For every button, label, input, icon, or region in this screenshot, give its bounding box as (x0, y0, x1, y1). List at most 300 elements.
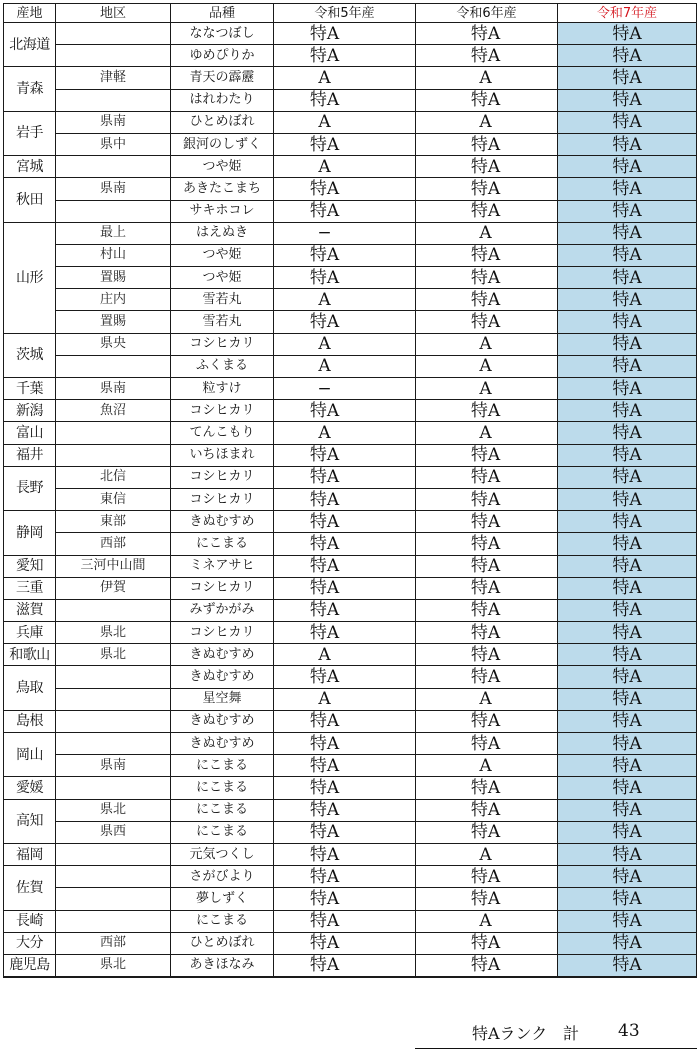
rank-r6-cell (416, 222, 558, 244)
rank-r5-cell (274, 843, 416, 865)
rank-r6-cell (416, 910, 558, 932)
rank-r6-cell (416, 932, 558, 954)
rank-r6-cell-value: 特A (470, 777, 501, 798)
rank-r7-cell: 特A (558, 622, 697, 644)
variety-cell: 銀河のしずく (171, 133, 274, 155)
rank-r7-cell: 特A (558, 710, 697, 732)
rank-r6-cell (416, 133, 558, 155)
area-cell (56, 355, 171, 377)
rank-r6-cell (416, 688, 558, 710)
variety-cell: はえぬき (171, 222, 274, 244)
area-cell: 県西 (56, 821, 171, 843)
table-row (4, 866, 697, 888)
rank-r6-cell-value: 特A (470, 467, 501, 488)
rank-r6-cell-value: 特A (470, 933, 501, 954)
rank-r5-cell (274, 45, 416, 67)
prefecture-cell: 愛知 (4, 555, 56, 577)
rank-r5-cell-value: 特A (309, 245, 340, 266)
rank-r6-cell-value: 特A (470, 533, 501, 554)
rank-r5-cell-value: 特A (309, 933, 340, 954)
rank-r7-cell: 特A (558, 888, 697, 910)
rank-r5-cell-value: 特A (309, 667, 340, 688)
area-cell (56, 733, 171, 755)
rank-r5-cell (274, 333, 416, 355)
rank-r5-cell (274, 378, 416, 400)
rank-r5-cell-value: A (318, 644, 331, 665)
table-row (4, 555, 697, 577)
variety-cell: いちほまれ (171, 444, 274, 466)
rank-r7-cell: 特A (558, 511, 697, 533)
area-cell: 県南 (56, 178, 171, 200)
rank-r5-cell-value: 特A (309, 866, 340, 887)
rank-r6-cell-value: 特A (470, 400, 501, 421)
area-cell: 津軽 (56, 67, 171, 89)
rank-r6-cell-value: 特A (470, 134, 501, 155)
prefecture-cell: 静岡 (4, 511, 56, 555)
rank-r5-cell-value: 特A (309, 134, 340, 155)
rank-r5-cell (274, 400, 416, 422)
variety-cell: 夢しずく (171, 888, 274, 910)
rank-r6-cell (416, 954, 558, 977)
rank-r5-cell (274, 200, 416, 222)
variety-cell: あきたこまち (171, 178, 274, 200)
total-count: 43 (618, 1021, 640, 1041)
rank-r6-cell (416, 866, 558, 888)
rank-r5-cell-value: − (317, 378, 332, 399)
rank-r6-cell (416, 378, 558, 400)
variety-cell: コシヒカリ (171, 333, 274, 355)
rank-r5-cell (274, 23, 416, 45)
rank-r7-cell: 特A (558, 200, 697, 222)
rank-r7-cell: 特A (558, 843, 697, 865)
rank-r6-cell-value: A (479, 378, 492, 399)
rank-r6-cell (416, 733, 558, 755)
variety-cell: 粒すけ (171, 378, 274, 400)
rank-r5-cell-value: A (318, 334, 331, 355)
rank-r6-cell (416, 355, 558, 377)
rank-r7-cell: 特A (558, 954, 697, 977)
variety-cell: にこまる (171, 777, 274, 799)
prefecture-cell: 青森 (4, 67, 56, 111)
rank-r6-cell (416, 644, 558, 666)
variety-cell: みずかがみ (171, 599, 274, 621)
variety-cell: サキホコレ (171, 200, 274, 222)
rank-r6-cell (416, 710, 558, 732)
rank-r6-cell (416, 843, 558, 865)
header-row (4, 4, 697, 23)
rank-r5-cell-value: 特A (309, 556, 340, 577)
table-row (4, 599, 697, 621)
area-cell: 伊賀 (56, 577, 171, 599)
area-cell (56, 666, 171, 688)
rank-r5-cell (274, 644, 416, 666)
variety-cell: つや姫 (171, 267, 274, 289)
area-cell: 北信 (56, 466, 171, 488)
rank-r5-cell-value: A (318, 289, 331, 310)
rice-ranking-table (3, 3, 697, 978)
variety-cell: にこまる (171, 533, 274, 555)
table-row (4, 178, 697, 200)
variety-cell: にこまる (171, 799, 274, 821)
table-row (4, 644, 697, 666)
rank-r6-cell-value: A (479, 334, 492, 355)
prefecture-cell: 茨城 (4, 333, 56, 377)
area-cell (56, 888, 171, 910)
rank-r6-cell (416, 888, 558, 910)
header-r6: 令和6年産 (416, 4, 558, 23)
rank-r5-cell (274, 932, 416, 954)
variety-cell: ななつぼし (171, 23, 274, 45)
variety-cell: コシヒカリ (171, 577, 274, 599)
rank-r6-cell (416, 755, 558, 777)
area-cell: 置賜 (56, 311, 171, 333)
area-cell (56, 89, 171, 111)
table-row (4, 710, 697, 732)
variety-cell: 元気つくし (171, 843, 274, 865)
rank-r6-cell (416, 666, 558, 688)
prefecture-cell: 宮城 (4, 156, 56, 178)
rank-r7-cell: 特A (558, 355, 697, 377)
rank-r6-cell (416, 89, 558, 111)
table-row (4, 23, 697, 45)
variety-cell: てんこもり (171, 422, 274, 444)
rank-r5-cell-value: 特A (309, 45, 340, 66)
rank-r7-cell: 特A (558, 444, 697, 466)
rank-r5-cell (274, 755, 416, 777)
rank-r5-cell-value: 特A (309, 600, 340, 621)
rank-r5-cell (274, 866, 416, 888)
prefecture-cell: 島根 (4, 710, 56, 732)
variety-cell: あきほなみ (171, 954, 274, 977)
rank-r5-cell-value: 特A (309, 489, 340, 510)
rank-r6-cell (416, 45, 558, 67)
rank-r5-cell-value: 特A (309, 23, 340, 44)
rank-r6-cell (416, 422, 558, 444)
rank-r7-cell: 特A (558, 422, 697, 444)
header-variety: 品種 (171, 4, 274, 23)
variety-cell: つや姫 (171, 244, 274, 266)
rank-r5-cell (274, 799, 416, 821)
table-row (4, 289, 697, 311)
variety-cell: にこまる (171, 910, 274, 932)
rank-r5-cell-value: 特A (309, 578, 340, 599)
variety-cell: つや姫 (171, 156, 274, 178)
rank-r6-cell-value: 特A (470, 245, 501, 266)
area-cell (56, 843, 171, 865)
rank-r6-cell-value: 特A (470, 800, 501, 821)
rank-r7-cell: 特A (558, 910, 697, 932)
rank-r7-cell: 特A (558, 488, 697, 510)
table-row (4, 267, 697, 289)
rank-r6-cell-value: A (479, 844, 492, 865)
header-r5: 令和5年産 (274, 4, 416, 23)
prefecture-cell: 長崎 (4, 910, 56, 932)
variety-cell: ふくまる (171, 355, 274, 377)
rank-r6-cell-value: 特A (470, 622, 501, 643)
variety-cell: さがびより (171, 866, 274, 888)
total-summary (415, 1016, 697, 1049)
variety-cell: コシヒカリ (171, 622, 274, 644)
area-cell: 東部 (56, 511, 171, 533)
rank-r7-cell: 特A (558, 466, 697, 488)
rank-r6-cell (416, 200, 558, 222)
rank-r5-cell (274, 511, 416, 533)
rank-r6-cell-value: 特A (470, 445, 501, 466)
area-cell (56, 688, 171, 710)
rank-r6-cell-value: A (479, 689, 492, 710)
rank-r5-cell-value: 特A (309, 511, 340, 532)
prefecture-cell: 滋賀 (4, 599, 56, 621)
prefecture-cell: 新潟 (4, 400, 56, 422)
prefecture-cell: 高知 (4, 799, 56, 843)
rank-r5-cell (274, 688, 416, 710)
rank-r7-cell: 特A (558, 555, 697, 577)
table-row (4, 466, 697, 488)
rank-r6-cell (416, 821, 558, 843)
rank-r7-cell: 特A (558, 67, 697, 89)
rank-r6-cell-value: 特A (470, 733, 501, 754)
table-row (4, 400, 697, 422)
area-cell: 県北 (56, 799, 171, 821)
rank-r5-cell (274, 777, 416, 799)
variety-cell: きぬむすめ (171, 666, 274, 688)
rank-r5-cell (274, 888, 416, 910)
table-body (4, 23, 697, 978)
rank-r5-cell-value: 特A (309, 312, 340, 333)
rank-r5-cell-value: − (317, 223, 332, 244)
rank-r5-cell-value: 特A (309, 622, 340, 643)
area-cell (56, 444, 171, 466)
area-cell: 県南 (56, 755, 171, 777)
rank-r7-cell: 特A (558, 400, 697, 422)
table-row (4, 666, 697, 688)
area-cell: 県中 (56, 133, 171, 155)
prefecture-cell: 三重 (4, 577, 56, 599)
rank-r5-cell-value: A (318, 689, 331, 710)
rank-r5-cell (274, 555, 416, 577)
rank-r6-cell (416, 622, 558, 644)
rank-r6-cell (416, 444, 558, 466)
rank-r6-cell-value: 特A (470, 90, 501, 111)
variety-cell: 青天の霹靂 (171, 67, 274, 89)
variety-cell: ミネアサヒ (171, 555, 274, 577)
rank-r7-cell: 特A (558, 267, 697, 289)
rank-r7-cell: 特A (558, 378, 697, 400)
area-cell: 県南 (56, 111, 171, 133)
rank-r6-cell-value: 特A (470, 312, 501, 333)
variety-cell: 雪若丸 (171, 311, 274, 333)
variety-cell: コシヒカリ (171, 466, 274, 488)
rank-r7-cell: 特A (558, 821, 697, 843)
area-cell: 村山 (56, 244, 171, 266)
rank-r6-cell-value: 特A (470, 23, 501, 44)
rank-r7-cell: 特A (558, 755, 697, 777)
rank-r5-cell-value: A (318, 112, 331, 133)
variety-cell: 雪若丸 (171, 289, 274, 311)
prefecture-cell: 鳥取 (4, 666, 56, 710)
rank-r5-cell (274, 156, 416, 178)
prefecture-cell: 岩手 (4, 111, 56, 155)
rank-r5-cell (274, 355, 416, 377)
rank-r7-cell: 特A (558, 666, 697, 688)
rank-r5-cell (274, 488, 416, 510)
rank-r7-cell: 特A (558, 333, 697, 355)
rank-r5-cell-value: 特A (309, 844, 340, 865)
table-row (4, 311, 697, 333)
rank-r5-cell (274, 311, 416, 333)
rank-r6-cell (416, 156, 558, 178)
rank-r5-cell (274, 422, 416, 444)
table-row (4, 932, 697, 954)
rank-r6-cell-value: 特A (470, 267, 501, 288)
prefecture-cell: 岡山 (4, 733, 56, 777)
rank-r6-cell-value: 特A (470, 489, 501, 510)
rank-r5-cell (274, 666, 416, 688)
variety-cell: ひとめぼれ (171, 932, 274, 954)
table-row (4, 888, 697, 910)
prefecture-cell: 長野 (4, 466, 56, 510)
rank-r5-cell-value: 特A (309, 267, 340, 288)
table-row (4, 954, 697, 977)
rank-r5-cell (274, 111, 416, 133)
variety-cell: きぬむすめ (171, 710, 274, 732)
prefecture-cell: 鹿児島 (4, 954, 56, 977)
area-cell (56, 910, 171, 932)
variety-cell: きぬむすめ (171, 644, 274, 666)
rank-r7-cell: 特A (558, 45, 697, 67)
area-cell (56, 710, 171, 732)
table-row (4, 488, 697, 510)
rank-r6-cell (416, 400, 558, 422)
rank-r7-cell: 特A (558, 533, 697, 555)
rank-r6-cell (416, 799, 558, 821)
rank-r7-cell: 特A (558, 156, 697, 178)
rank-r7-cell: 特A (558, 733, 697, 755)
rank-r7-cell: 特A (558, 133, 697, 155)
rank-r6-cell-value: A (479, 422, 492, 443)
rank-r5-cell (274, 622, 416, 644)
rice-ranking-sheet (3, 3, 696, 978)
rank-r7-cell: 特A (558, 289, 697, 311)
rank-r6-cell (416, 311, 558, 333)
table-row (4, 777, 697, 799)
rank-r6-cell-value: A (479, 911, 492, 932)
rank-r7-cell: 特A (558, 866, 697, 888)
rank-r6-cell (416, 289, 558, 311)
table-row (4, 111, 697, 133)
rank-r7-cell: 特A (558, 111, 697, 133)
rank-r6-cell (416, 178, 558, 200)
rank-r6-cell-value: 特A (470, 888, 501, 909)
variety-cell: ひとめぼれ (171, 111, 274, 133)
prefecture-cell: 富山 (4, 422, 56, 444)
rank-r5-cell (274, 466, 416, 488)
table-row (4, 333, 697, 355)
rank-r6-cell-value: 特A (470, 822, 501, 843)
area-cell: 最上 (56, 222, 171, 244)
area-cell: 魚沼 (56, 400, 171, 422)
rank-r7-cell: 特A (558, 23, 697, 45)
rank-r5-cell (274, 733, 416, 755)
area-cell (56, 599, 171, 621)
prefecture-cell: 福岡 (4, 843, 56, 865)
variety-cell: 星空舞 (171, 688, 274, 710)
rank-r5-cell (274, 533, 416, 555)
rank-r5-cell-value: A (318, 67, 331, 88)
rank-r6-cell (416, 488, 558, 510)
rank-r5-cell (274, 910, 416, 932)
rank-r6-cell-value: A (479, 112, 492, 133)
rank-r6-cell (416, 67, 558, 89)
rank-r7-cell: 特A (558, 932, 697, 954)
area-cell: 県央 (56, 333, 171, 355)
total-label: 特Aランク (472, 1024, 548, 1043)
prefecture-cell: 山形 (4, 222, 56, 333)
rank-r5-cell (274, 577, 416, 599)
prefecture-cell: 愛媛 (4, 777, 56, 799)
table-row (4, 156, 697, 178)
rank-r6-cell (416, 111, 558, 133)
table-row (4, 843, 697, 865)
variety-cell: にこまる (171, 821, 274, 843)
rank-r7-cell: 特A (558, 577, 697, 599)
rank-r6-cell (416, 555, 558, 577)
area-cell (56, 422, 171, 444)
area-cell: 県北 (56, 644, 171, 666)
prefecture-cell: 北海道 (4, 23, 56, 67)
area-cell (56, 777, 171, 799)
table-row (4, 910, 697, 932)
area-cell (56, 23, 171, 45)
table-row (4, 733, 697, 755)
rank-r6-cell (416, 333, 558, 355)
area-cell: 県南 (56, 378, 171, 400)
table-row (4, 67, 697, 89)
table-row (4, 688, 697, 710)
rank-r5-cell (274, 133, 416, 155)
rank-r6-cell-value: 特A (470, 289, 501, 310)
rank-r7-cell: 特A (558, 644, 697, 666)
area-cell: 県北 (56, 954, 171, 977)
table-row (4, 622, 697, 644)
rank-r6-cell-value: 特A (470, 600, 501, 621)
table-row (4, 45, 697, 67)
rank-r5-cell (274, 67, 416, 89)
rank-r6-cell-value: 特A (470, 711, 501, 732)
rank-r5-cell-value: A (318, 156, 331, 177)
table-row (4, 222, 697, 244)
rank-r5-cell-value: 特A (309, 533, 340, 554)
rank-r5-cell-value: 特A (309, 400, 340, 421)
rank-r5-cell (274, 444, 416, 466)
rank-r7-cell: 特A (558, 599, 697, 621)
table-row (4, 422, 697, 444)
table-row (4, 200, 697, 222)
prefecture-cell: 和歌山 (4, 644, 56, 666)
rank-r6-cell (416, 466, 558, 488)
rank-r5-cell (274, 599, 416, 621)
rank-r6-cell-value: 特A (470, 556, 501, 577)
rank-r5-cell (274, 178, 416, 200)
rank-r6-cell-value: 特A (470, 45, 501, 66)
table-row (4, 821, 697, 843)
rank-r6-cell (416, 533, 558, 555)
area-cell: 県北 (56, 622, 171, 644)
total-sep: 計 (563, 1024, 580, 1043)
rank-r6-cell-value: A (479, 356, 492, 377)
variety-cell: コシヒカリ (171, 488, 274, 510)
prefecture-cell: 大分 (4, 932, 56, 954)
